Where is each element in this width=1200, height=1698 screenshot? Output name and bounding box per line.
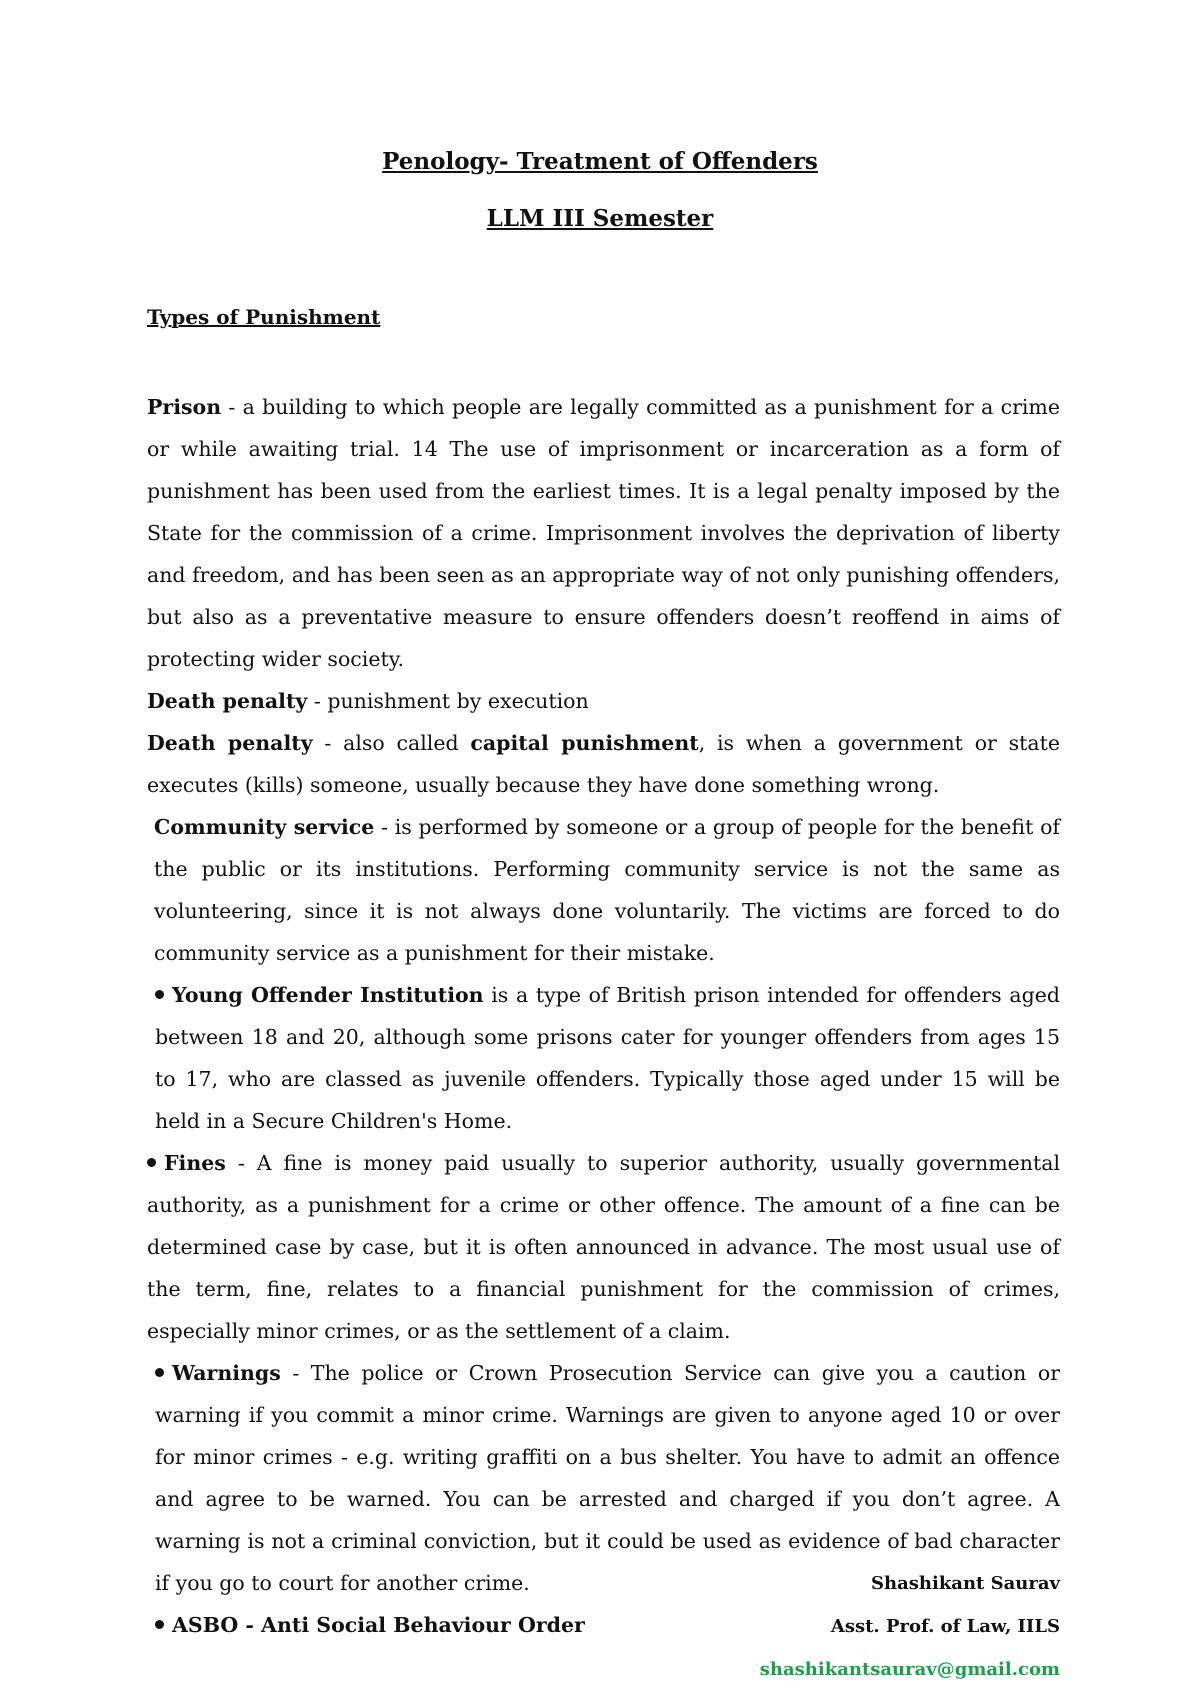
term-community-service: Community service — [154, 815, 375, 839]
bullet-icon — [155, 990, 164, 999]
term-young-offender: Young Offender Institution — [172, 983, 484, 1007]
text-prison: - a building to which people are legally committed as a punishment for a crime or while awaiting trial. 14 The use of imprisonment or incarceration as a form of punishment has been used from the earliest times. It is a legal penalty imposed by the State for the commission of a crime. Imprisonment involves the deprivation of liberty and freedom, and has been seen as an appropriate way of not only punishing offenders, but also as a preventative measure to ensure offenders doesn’t reoffend in aims of protecting wider society. — [147, 395, 1060, 671]
paragraph-death-penalty-2 — [147, 722, 1060, 806]
author-email[interactable]: shashikantsaurav@gmail.com — [759, 1659, 1060, 1680]
bullet-icon — [147, 1158, 156, 1167]
text-community-service: - is performed by someone or a group of people for the benefit of the public or its institutions. Performing community service is not the same as volunteering, since it is not always done voluntarily. The victims are forced to do community service as a punishment for their mistake. — [154, 815, 1060, 965]
term-prison: Prison — [147, 395, 222, 419]
term-capital-punishment: capital punishment — [470, 731, 699, 755]
text-death-penalty-1: - punishment by execution — [307, 689, 589, 713]
term-warnings: Warnings — [172, 1361, 281, 1385]
text-death-penalty-2a: - also called — [312, 731, 471, 755]
term-death-penalty-1: Death penalty — [147, 689, 308, 713]
paragraph-community-service — [147, 806, 1060, 974]
author-role: Asst. Prof. of Law, IILS — [830, 1616, 1060, 1637]
paragraph-warnings — [147, 1352, 1060, 1604]
term-death-penalty-2: Death penalty — [147, 731, 313, 755]
text-warnings: - The police or Crown Prosecution Service can give you a caution or warning if you commit a minor crime. Warnings are given to anyone aged 10 or over for minor crimes - e.g. writing graffiti on a bus shelter. You have to admit an offence and agree to be warned. You can be arrested and charged if you don’t agree. A warning is not a criminal conviction, but it could be used as evidence of bad character if you go to court for another crime. — [155, 1361, 1060, 1595]
paragraph-prison — [147, 386, 1060, 680]
term-fines: Fines — [164, 1151, 226, 1175]
bullet-icon — [155, 1620, 164, 1629]
author-name: Shashikant Saurav — [871, 1573, 1060, 1594]
document-title: Penology- Treatment of Offenders — [382, 148, 818, 175]
document-subtitle: LLM III Semester — [486, 205, 714, 232]
bullet-icon — [155, 1368, 164, 1377]
paragraph-fines — [147, 1142, 1060, 1352]
paragraph-young-offender — [147, 974, 1060, 1142]
text-fines: - A fine is money paid usually to superior authority, usually governmental authority, as a punishment for a crime or other offence. The amount of a fine can be determined case by case, but it is often announced in advance. The most usual use of the term, fine, relates to a financial punishment for the commission of crimes, especially minor crimes, or as the settlement of a claim. — [147, 1151, 1060, 1343]
section-heading: Types of Punishment — [147, 305, 381, 329]
paragraph-death-penalty-1 — [147, 680, 1060, 722]
text-death-penalty-2b: , is when a government or state executes (kills) someone, usually because they have done something wrong. — [147, 731, 1060, 797]
document-body — [147, 386, 1060, 1646]
text-young-offender: is a type of British prison intended for offenders aged between 18 and 20, although some prisons cater for younger offenders from ages 15 to 17, who are classed as juvenile offenders. Typically those aged under 15 will be held in a Secure Children's Home. — [155, 983, 1060, 1133]
term-asbo: ASBO - Anti Social Behaviour Order — [172, 1613, 585, 1637]
